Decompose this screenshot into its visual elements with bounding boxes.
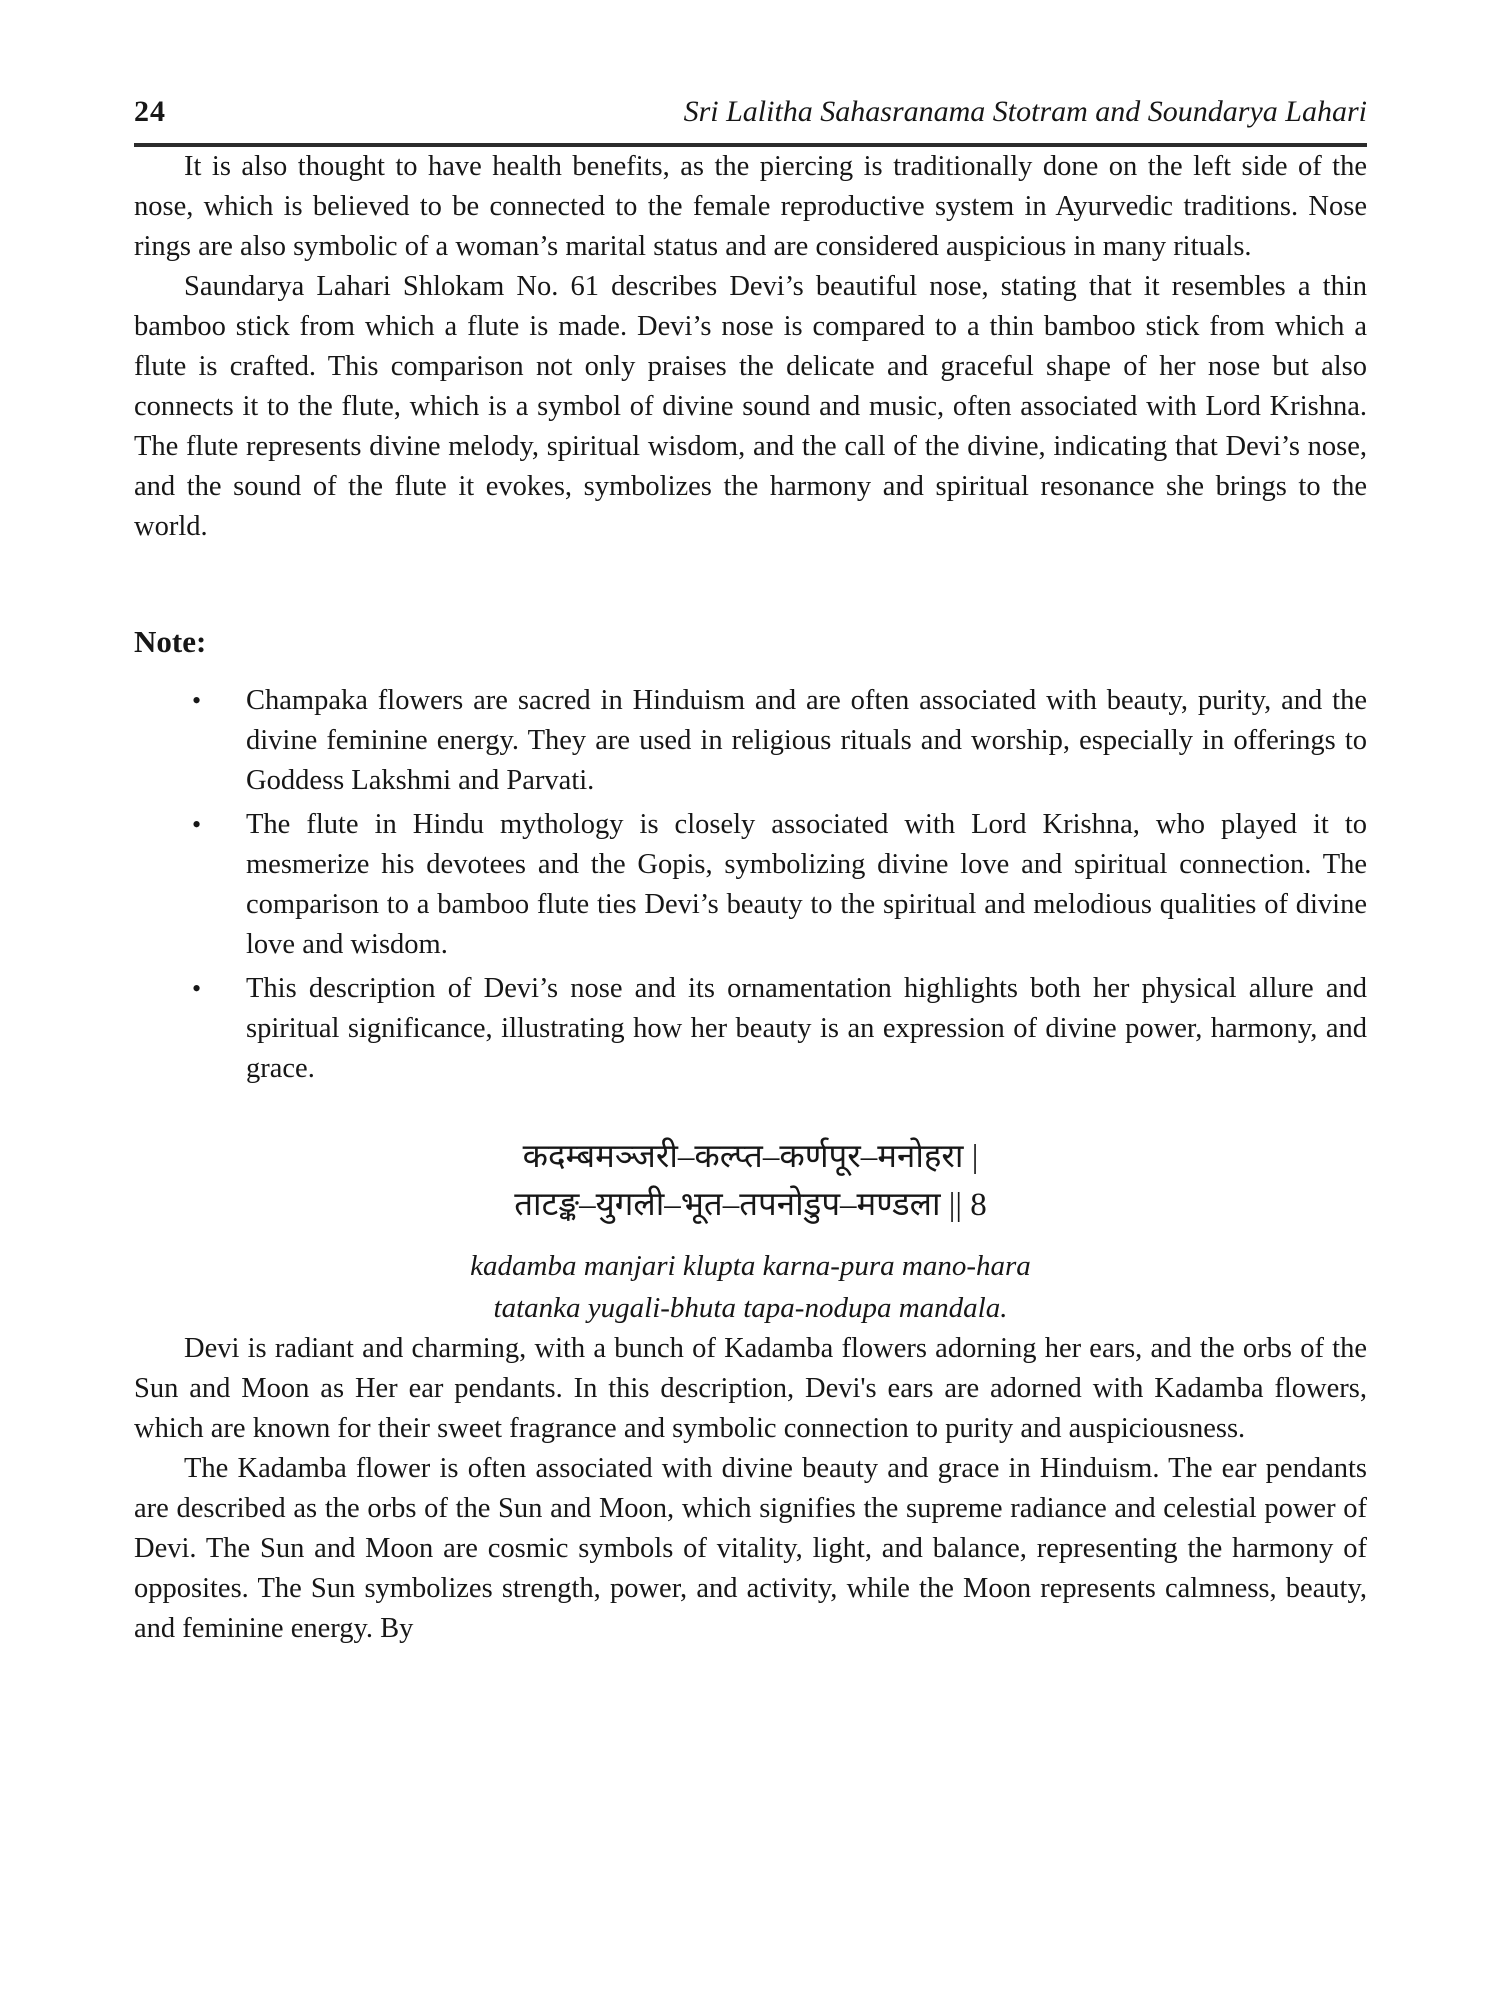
paragraph-nose-piercing: It is also thought to have health benefits, as the piercing is traditionally done on the left side of the nose, which is believed to be connected to the female reproductive system in Ayurvedic traditions. Nose rings are also symbolic of a woman’s marital status and are considered auspicious in many rituals. bbox=[134, 151, 1367, 262]
bullet-icon: • bbox=[192, 810, 202, 839]
note-bullet-champaka bbox=[134, 681, 1367, 801]
shloka-devanagari-line-1: कदम्बमञ्जरी–कल्प्त–कर्णपूर–मनोहरा | bbox=[522, 1139, 979, 1175]
note-bullet-text: The flute in Hindu mythology is closely associated with Lord Krishna, who played it to mesmerize his devotees and the Gopis, symbolizing divine love and spiritual connection. The comparison to a bamboo flute ties Devi’s beauty to the spiritual and melodious qualities of divine love and wisdom. bbox=[246, 809, 1367, 960]
paragraph-shlokam-61: Saundarya Lahari Shlokam No. 61 describes Devi’s beautiful nose, stating that it resembles a thin bamboo stick from which a flute is made. Devi’s nose is compared to a thin bamboo stick from which a flute is crafted. This comparison not only praises the delicate and graceful shape of her nose but also connects it to the flute, which is a symbol of divine sound and music, often associated with Lord Krishna. The flute represents divine melody, spiritual wisdom, and the call of the divine, indicating that Devi’s nose, and the sound of the flute it evokes, symbolizes the harmony and spiritual resonance she brings to the world. bbox=[134, 271, 1367, 542]
page-number: 24 bbox=[134, 95, 166, 128]
shloka-transliteration-line-2: tatanka yugali-bhuta tapa-nodupa mandala. bbox=[493, 1292, 1008, 1324]
shloka-transliteration-line-1: kadamba manjari klupta karna-pura mano-hara bbox=[470, 1250, 1031, 1282]
shloka-transliteration bbox=[134, 1245, 1367, 1329]
bullet-icon: • bbox=[192, 686, 202, 715]
running-header bbox=[134, 95, 1367, 129]
page-column bbox=[134, 0, 1367, 1649]
note-heading: Note: bbox=[134, 624, 207, 659]
note-bullet-flute bbox=[134, 805, 1367, 965]
note-bullet-text: This description of Devi’s nose and its ornamentation highlights both her physical allure and spiritual significance, illustrating how her beauty is an expression of divine power, harmony, and grace. bbox=[246, 973, 1367, 1084]
bullet-icon: • bbox=[192, 974, 202, 1003]
note-bullet-text: Champaka flowers are sacred in Hinduism and are often associated with beauty, purity, and the divine feminine energy. They are used in religious rituals and worship, especially in offerings to Goddess Lakshmi and Parvati. bbox=[246, 685, 1367, 796]
paragraph-devi-radiant: Devi is radiant and charming, with a bunch of Kadamba flowers adorning her ears, and the orbs of the Sun and Moon as Her ear pendants. In this description, Devi's ears are adorned with Kadamba flowers, which are known for their sweet fragrance and symbolic connection to purity and auspiciousness. bbox=[134, 1333, 1367, 1444]
running-title: Sri Lalitha Sahasranama Stotram and Soundarya Lahari bbox=[683, 95, 1367, 128]
paragraph-kadamba-flower: The Kadamba flower is often associated with divine beauty and grace in Hinduism. The ear pendants are described as the orbs of the Sun and Moon, which signifies the supreme radiance and celestial power of Devi. The Sun and Moon are cosmic symbols of vitality, light, and balance, representing the harmony of opposites. The Sun symbolizes strength, power, and activity, while the Moon represents calmness, beauty, and feminine energy. By bbox=[134, 1453, 1367, 1644]
note-bullet-description bbox=[134, 969, 1367, 1089]
shloka-devanagari bbox=[134, 1133, 1367, 1229]
note-bullet-list bbox=[134, 681, 1367, 1089]
shloka-devanagari-line-2: ताटङ्क–युगली–भूत–तपनोडुप–मण्डला || 8 bbox=[514, 1187, 987, 1223]
